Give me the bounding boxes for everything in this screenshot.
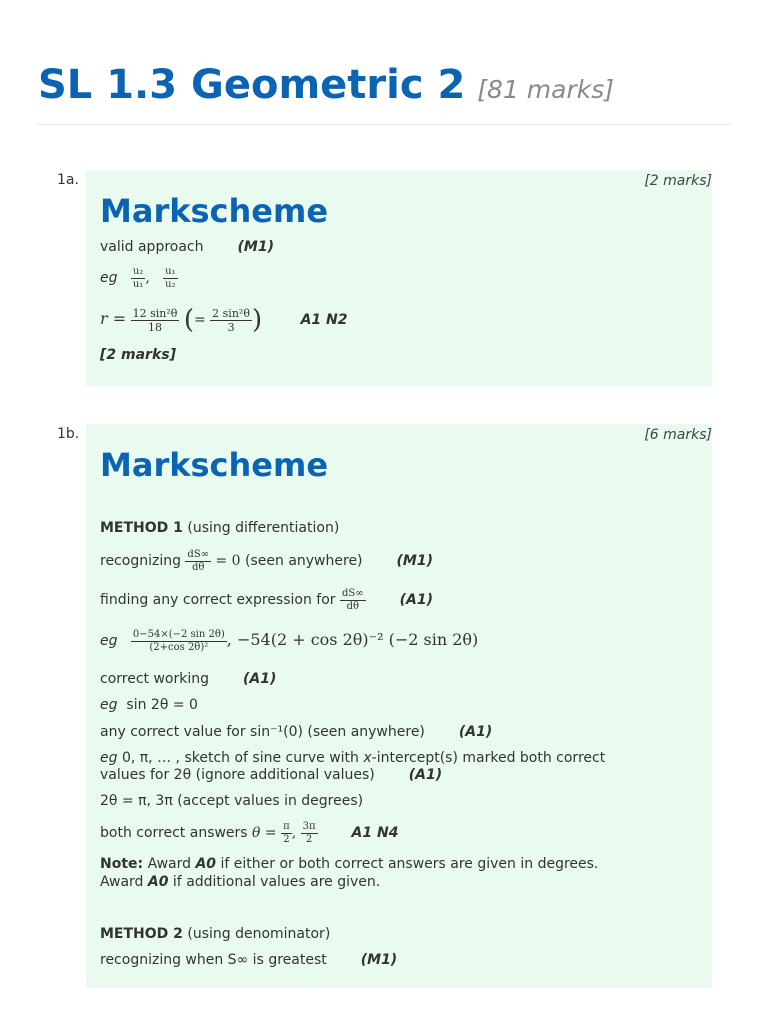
valid-approach-line [100, 238, 274, 256]
values-line: values for 2θ (ignore additional values) (A1) [100, 767, 443, 783]
r-fraction-simplified: $\frac{\text{2 sin²θ}}{3}$ [212, 306, 250, 334]
question-number-1a: 1a. [57, 172, 79, 188]
markscheme-box-1b [86, 424, 712, 988]
ratio-fraction-2: $\frac{\text{u₁}}{\text{u₂}}$ [165, 265, 176, 290]
eg-label: eg [100, 270, 118, 286]
note-line-2: Award A0 if additional values are given. [100, 874, 381, 890]
markscheme-heading-1b: Markscheme [100, 446, 329, 484]
markscheme-heading-1a: Markscheme [100, 192, 329, 230]
eg-ratio-line: eg $\frac{\text{u₂}}{\text{u₁}}$ , $\frac{\text{u₁}}{\text{u₂}}$ [100, 265, 176, 290]
greatest-line: recognizing when S∞ is greatest (M1) [100, 952, 398, 968]
question-marks-1a: [2 marks] [644, 173, 712, 189]
markscheme-box-1a [86, 170, 712, 386]
question-marks-1b: [6 marks] [644, 427, 712, 443]
pi-over-2-fraction: $\frac{\pi}{2}$ [283, 820, 290, 845]
header-divider [38, 124, 730, 125]
correct-working-line: correct working (A1) [100, 671, 277, 687]
valid-approach-mark: (M1) [237, 239, 274, 255]
dS-dtheta-fraction-2: $\frac{dS\infty}{d\theta}$ [342, 587, 364, 612]
question-number-1b: 1b. [57, 426, 80, 442]
page-header [38, 62, 730, 108]
r-equation-line: r = $\frac{\text{12 sin²θ}}{18}$ (= $\frac{\text{2 sin²θ}}{3}$ ) A1 N2 [100, 305, 348, 335]
method2-line: METHOD 2 (using denominator) [100, 926, 331, 942]
valid-approach-text: valid approach [100, 239, 204, 255]
derivative-fraction: $\frac{0-54\times(-2 \sin 2\theta)}{\text{(2+cos 2θ)²}}$ [132, 628, 225, 653]
eg-expression-line: eg $\frac{0-54\times(-2 \sin 2\theta)}{\text{(2+cos 2θ)²}}$ , −54(2 + cos 2θ)⁻² (−2 sin 2θ) [100, 628, 479, 653]
ratio-fraction-1: $\frac{\text{u₂}}{\text{u₁}}$ [132, 265, 144, 290]
method1-line: METHOD 1 (using differentiation) [100, 520, 340, 536]
recognizing-line: recognizing $\frac{dS\infty}{d\theta}$ = 0 (seen anywhere) (M1) [100, 548, 433, 573]
any-value-line: any correct value for sin⁻¹(0) (seen anywhere) (A1) [100, 724, 493, 740]
three-pi-over-2-fraction: $\frac{3\pi}{2}$ [302, 820, 316, 845]
total-marks: [81 marks] [477, 75, 615, 104]
r-equation-mark: A1 N2 [300, 312, 348, 328]
dS-dtheta-fraction: $\frac{dS\infty}{d\theta}$ [187, 548, 210, 573]
sketch-line: eg 0, π, … , sketch of sine curve with x-intercept(s) marked both correct [100, 750, 606, 766]
two-theta-line: 2θ = π, 3π (accept values in degrees) [100, 793, 364, 809]
r-fraction: $\frac{\text{12 sin²θ}}{18}$ [132, 306, 178, 334]
q1a-total: [2 marks] [100, 347, 176, 363]
working-eg-line: eg sin 2θ = 0 [100, 697, 198, 713]
note-line-1: Note: Award A0 if either or both correct answers are given in degrees. [100, 856, 599, 872]
r-equals: r = [100, 309, 127, 328]
finding-expression-line: finding any correct expression for $\frac{dS\infty}{d\theta}$ (A1) [100, 587, 433, 612]
both-answers-line: both correct answers θ = $\frac{\pi}{2}$ , $\frac{3\pi}{2}$ A1 N4 [100, 820, 399, 845]
page-title: SL 1.3 Geometric 2 [38, 62, 466, 108]
